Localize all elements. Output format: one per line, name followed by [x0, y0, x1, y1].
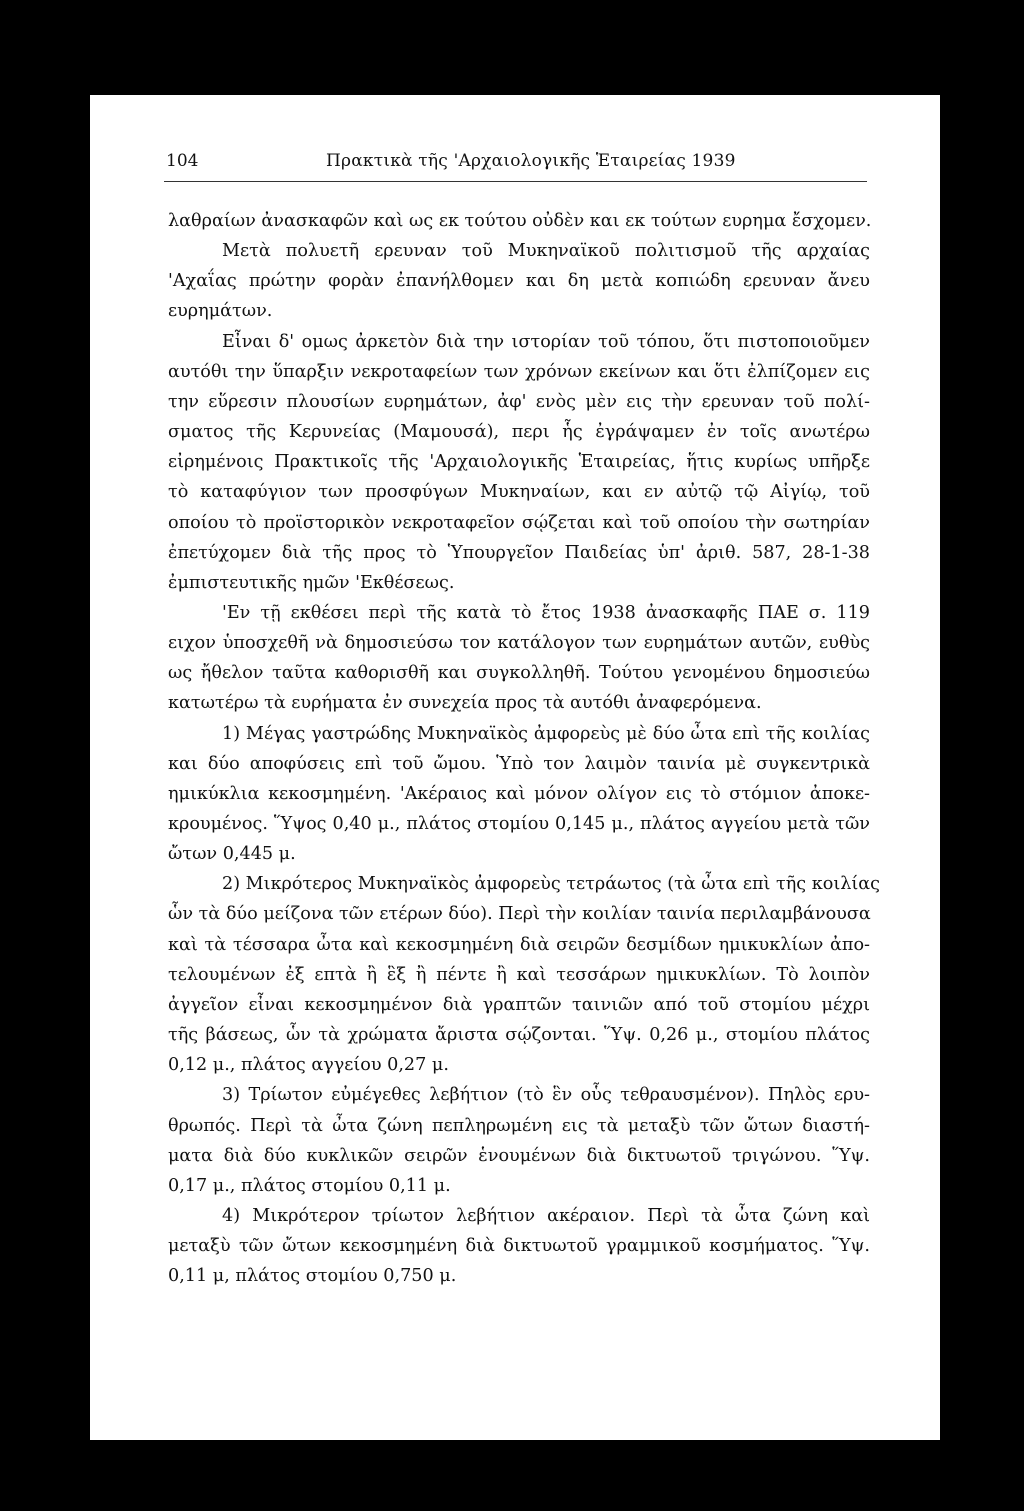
text-line: καὶ τὰ τέσσαρα ὦτα καὶ κεκοσμημένη διὰ σειρῶν δεσμίδων ημικυκλίων ἀπο-: [168, 934, 870, 955]
text-line: λαθραίων ἀνασκαφῶν καὶ ως εκ τούτου οὐδὲν και εκ τούτων ευρημα ἔσχομεν.: [168, 211, 872, 231]
text-line: 0,12 μ., πλάτος αγγείου 0,27 μ.: [168, 1055, 449, 1076]
text-line: 1) Μέγας γαστρώδης Μυκηναϊκὸς ἀμφορεὺς μὲ δύο ὦτα επὶ τῆς κοιλίας: [222, 723, 870, 744]
text-line: ὧν τὰ δύο μείζονα τῶν ετέρων δύο). Περὶ τὴν κοιλίαν ταινία περιλαμβάνουσα: [168, 904, 871, 925]
body-text: [90, 95, 940, 1440]
text-line: Μετὰ πολυετῆ ερευναν τοῦ Μυκηναϊκοῦ πολιτισμοῦ τῆς αρχαίας: [222, 241, 870, 262]
page-number: 104: [166, 151, 199, 171]
text-line: 'Αχαΐας πρώτην φορὰν ἐπανήλθομεν και δη μετὰ κοπιώδη ερευναν ἄνευ: [168, 271, 870, 292]
text-line: κατωτέρω τὰ ευρήματα ἐν συνεχεία προς τὰ αυτόθι ἀναφερόμενα.: [168, 693, 762, 714]
text-line: την εὕρεσιν πλουσίων ευρημάτων, ἀφ' ενὸς μὲν εις τὴν ερευναν τοῦ πολί-: [168, 391, 870, 412]
text-line: Εἶναι δ' ομως ἀρκετὸν διὰ την ιστορίαν τοῦ τόπου, ὅτι πιστοποιοῦμεν: [222, 331, 870, 352]
text-line: οποίου τὸ προϊστορικὸν νεκροταφεῖον σῴζεται καὶ τοῦ οποίου τὴν σωτηρίαν: [168, 512, 870, 533]
text-line: μεταξὺ τῶν ὤτων κεκοσμημένη διὰ δικτυωτοῦ γραμμικοῦ κοσμήματος. Ὕψ.: [168, 1236, 870, 1257]
text-line: τῆς βάσεως, ὧν τὰ χρώματα ἄριστα σῴζονται. Ὕψ. 0,26 μ., στομίου πλάτος: [168, 1025, 870, 1045]
text-line: 4) Μικρότερον τρίωτον λεβήτιον ακέραιον. Περὶ τὰ ὦτα ζώνη καὶ: [222, 1205, 870, 1226]
text-line: ευρημάτων.: [168, 301, 273, 322]
running-title: Πρακτικὰ τῆς 'Αρχαιολογικῆς Ἑταιρείας 1939: [326, 151, 736, 171]
text-line: 'Εν τῇ εκθέσει περὶ τῆς κατὰ τὸ ἔτος 1938 ἀνασκαφῆς ΠΑΕ σ. 119: [222, 602, 870, 623]
text-line: 0,17 μ., πλάτος στομίου 0,11 μ.: [168, 1175, 451, 1196]
text-line: 3) Τρίωτον εὐμέγεθες λεβήτιον (τὸ ἓν οὗς τεθραυσμένον). Πηλὸς ερυ-: [222, 1085, 870, 1106]
text-line: ειχον ὑποσχεθῆ νὰ δημοσιεύσω τον κατάλογον των ευρημάτων αυτῶν, ευθὺς: [168, 633, 870, 654]
text-line: ἐμπιστευτικῆς ημῶν 'Εκθέσεως.: [168, 572, 455, 593]
text-line: σματος τῆς Κερυνείας (Μαμουσά), περι ἧς ἐγράψαμεν ἐν τοῖς ανωτέρω: [168, 422, 870, 442]
text-line: τὸ καταφύγιον των προσφύγων Μυκηναίων, και εν αὐτῷ τῷ Αἰγίῳ, τοῦ: [168, 482, 870, 503]
text-line: ημικύκλια κεκοσμημένη. 'Ακέραιος καὶ μόνον ολίγον εις τὸ στόμιον ἀποκε-: [168, 783, 870, 804]
text-line: ἀγγεῖον εἶναι κεκοσμημένον διὰ γραπτῶν ταινιῶν από τοῦ στομίου μέχρι: [168, 994, 870, 1015]
text-line: ως ἤθελον ταῦτα καθορισθῆ και συγκολληθῆ. Τούτου γενομένου δημοσιεύω: [168, 663, 870, 684]
document-page: [90, 95, 940, 1440]
text-line: τελουμένων ἐξ επτὰ ἢ ἓξ ἢ πέντε ἢ καὶ τεσσάρων ημικυκλίων. Τὸ λοιπὸν: [168, 964, 870, 985]
text-line: θρωπός. Περὶ τὰ ὦτα ζώνη πεπληρωμένη εις τὰ μεταξὺ τῶν ὤτων διαστή-: [168, 1115, 870, 1136]
text-line: ἐπετύχομεν διὰ τῆς προς τὸ Ὑπουργεῖον Παιδείας ὑπ' ἀριθ. 587, 28-1-38: [168, 542, 870, 563]
text-line: αυτόθι την ὕπαρξιν νεκροταφείων των χρόνων εκείνων και ὅτι ἐλπίζομεν εις: [168, 361, 870, 382]
text-line: 0,11 μ, πλάτος στομίου 0,750 μ.: [168, 1266, 457, 1287]
text-line: εἰρημένοις Πρακτικοῖς τῆς 'Αρχαιολογικῆς Ἑταιρείας, ἥτις κυρίως υπῆρξε: [168, 452, 870, 473]
text-line: ματα διὰ δύο κυκλικῶν σειρῶν ἑνουμένων διὰ δικτυωτοῦ τριγώνου. Ὕψ.: [168, 1145, 870, 1166]
text-line: και δύο αποφύσεις επὶ τοῦ ὤμου. Ὑπὸ τον λαιμὸν ταινία μὲ συγκεντρικὰ: [168, 753, 870, 774]
text-line: κρουμένος. Ὕψος 0,40 μ., πλάτος στομίου 0,145 μ., πλάτος αγγείου μετὰ τῶν: [168, 814, 870, 834]
text-line: 2) Μικρότερος Μυκηναϊκὸς ἀμφορεὺς τετράωτος (τὰ ὦτα επὶ τῆς κοιλίας: [222, 874, 881, 895]
text-line: ὤτων 0,445 μ.: [168, 844, 296, 865]
